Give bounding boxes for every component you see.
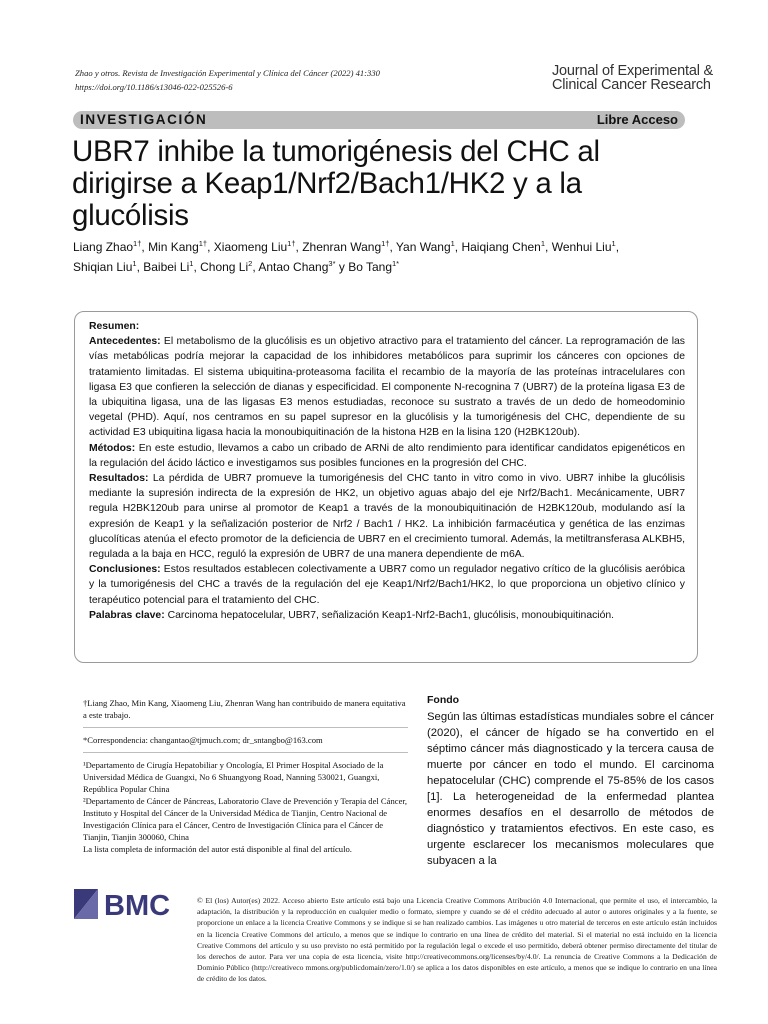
footnote-divider [83,752,408,753]
journal-name-line2: Clinical Cancer Research [552,77,711,93]
journal-name [552,64,742,92]
author-name[interactable]: Wenhui Liu [551,240,612,254]
abstract-conclusions-text: Estos resultados establecen colectivamente a UBR7 como un regulador negativo crítico de la glucólisis aeróbica y la tumorigénesis del CHC a través de la regulación del eje Keap1/Nrf2/Bach1/HK2, lo que proporciona un objetivo clínico y terapéutico potencial para el tratamiento del CHC. [89,564,685,606]
author-affiliation-mark: 1 [189,258,194,268]
abstract-methods-text: En este estudio, llevamos a cabo un cribado de ARNi de alto rendimiento para identificar candidatos epigenéticos en la regulación del ácido láctico e investigamos sus posibles funciones en la progresión del CHC. [89,442,685,469]
author-name[interactable]: Xiaomeng Liu [213,240,288,254]
abstract-methods-label: Métodos: [89,442,136,454]
bmc-logo-text: BMC [104,890,171,919]
section-label: INVESTIGACIÓN [80,112,208,127]
footnote-divider [83,727,408,728]
author-list: Liang Zhao$^{1\dagger}$, Min Kang$^{1\dagger}$, Xiaomeng Liu$^{1\dagger}$, Zhenran Wang$^{1\dagger}$, Yan Wang$^1$, Haiqiang Chen$^1$, Wenhui Liu$^1$, Shiqian Liu$^1$, Baibei Li$^1$, Chong Li$^2$, Antao Chang$^{3*}$ y Bo Tang$^{1*}$ [73,239,620,274]
journal-name-line1: Journal of Experimental & [552,63,714,79]
citation-text: Zhao y otros. Revista de Investigación Experimental y Clínica del Cáncer (2022) 41:330 [75,68,380,78]
background-heading: Fondo [427,694,460,706]
abstract-background [89,334,685,440]
author-affiliation-mark: 1† [198,239,208,248]
abstract-methods [89,441,685,471]
author-affiliation-mark: 1 [132,258,137,268]
footnote-affiliation-2: ²Departamento de Cáncer de Páncreas, Laboratorio Clave de Prevención y Terapia del Cáncer, Instituto y Hospital del Cáncer de la Universidad Médica de Tianjin, Centro Nacional de Investigación Clínica para el Cáncer, Centro de Investigación Clínica para el Cáncer de Tianjin, Tianjin 300060, China [83,796,408,842]
author-affiliation-mark: 2 [248,258,253,268]
abstract-keywords [89,608,685,623]
author-name[interactable]: Antao Chang [258,259,329,274]
author-name[interactable]: Min Kang [148,240,199,254]
abstract-keywords-text: Carcinoma hepatocelular, UBR7, señalización Keap1-Nrf2-Bach1, glucólisis, monoubiquitinación. [167,609,615,621]
abstract-heading: Resumen: [89,321,140,332]
author-affiliation-mark: 1† [287,239,296,248]
author-affiliation-mark: 1 [611,239,616,248]
author-name[interactable]: Chong Li [200,259,249,274]
author-name[interactable]: Liang Zhao [73,240,134,254]
footnote-affiliation-1: ¹Departamento de Cirugía Hepatobiliar y Oncología, El Primer Hospital Asociado de la Universidad Médica de Guangxi, No 6 Shuangyong Road, Nanning 530021, Guangxi, República Popular China [83,760,384,794]
author-affiliation-mark: 3* [328,258,336,268]
author-affiliation-mark: 1 [450,239,455,248]
author-name[interactable]: Yan Wang [395,240,451,254]
author-affiliation-mark: 1† [381,239,390,248]
footnote-affiliation-more: La lista completa de información del autor está disponible al final del artículo. [83,844,352,854]
open-access-label: Libre Acceso [596,112,678,127]
abstract-results-label: Resultados: [89,473,149,485]
license-text: © El (los) Autor(es) 2022. Acceso abierto Este artículo está bajo una Licencia Creative Commons Atribución 4.0 Internacional, que permite el uso, el intercambio, la adaptación, la distribución y la reproducción en cualquier medio o formato, siempre y cuando se dé el crédito adecuado al autor o autores originales y a la fuente, se proporcione un enlace a la licencia Creative Commons y se indique si se han realizado cambios. Las imágenes u otro material de terceros en este artículo están incluidos en la licencia Creative Commons del artículo, a menos que se indique lo contrario en una línea de crédito del material. Si el material no está incluido en la licencia Creative Commons del artículo y su uso previsto no está permitido por la regulación legal o excede el uso permitido, deberá obtener permiso directamente del titular de los derechos de autor. Para ver una copia de esta licencia, visite http://creativecommons.org/licenses/by/4.0/. La renuncia de Creative Commons a la Dedicación de Dominio Público (http://creativeco mmons.org/publicdomain/zero/1.0/) se aplica a los datos disponibles en este artículo, a menos que se indique lo contrario en una línea de crédito de los datos. [197,896,717,984]
article-title: UBR7 inhibe la tumorigénesis del CHC al dirigirse a Keap1/Nrf2/Bach1/HK2 y a la glucólisis [72,135,600,232]
footnote-correspondence: *Correspondencia: changantao@tjmuch.com; dr_sntangbo@163.com [83,735,323,745]
author-conjunction: y [338,259,345,274]
abstract-background-label: Antecedentes: [89,336,161,348]
author-name[interactable]: Shiqian Liu [73,259,133,274]
author-name[interactable]: Bo Tang [348,259,393,274]
citation-block [75,66,535,94]
abstract-keywords-label: Palabras clave: [89,609,165,621]
footnote-equal-contribution: †Liang Zhao, Min Kang, Xiaomeng Liu, Zhenran Wang han contribuido de manera equitativa a este trabajo. [83,698,406,720]
author-name[interactable]: Haiqiang Chen [461,240,541,254]
abstract-conclusions-label: Conclusiones: [89,564,161,576]
background-text: Según las últimas estadísticas mundiales sobre el cáncer (2020), el cáncer de hígado se ha convertido en el séptimo cáncer más diagnosticado y la tercera causa de muerte por cáncer en todo el mundo. El carcinoma hepatocelular (CHC) comprende el 75-85% de los casos [1]. La heterogeneidad de la enfermedad plantea enormes desafíos en el desarrollo de métodos de diagnóstico y tratamientos efectivos. En este caso, es urgente esclarecer los mecanismos moleculares que subyacen a la [427,711,714,867]
author-affiliation-mark: 1† [133,239,142,248]
abstract-box [74,311,698,663]
bmc-logo [74,889,174,919]
author-affiliation-mark: 1 [540,239,546,248]
author-name[interactable]: Baibei Li [143,259,190,274]
author-affiliation-mark: 1* [392,258,400,268]
author-name[interactable]: Zhenran Wang [302,240,382,254]
footnotes [83,697,408,855]
abstract-results [89,471,685,562]
doi-link[interactable]: https://doi.org/10.1186/s13046-022-02552​6-6 [75,82,233,92]
abstract-results-text: La pérdida de UBR7 promueve la tumorigénesis del CHC tanto in vitro como in vivo. UBR7 inhibe la glucólisis mediante la supresión indirecta de la expresión de HK2, un objetivo aguas abajo del eje Nrf2/Bach1. Mecánicamente, UBR7 regula H2BK120ub para unirse al promotor de Keap1 a través de la monoubiquitinación de H2BK120ub, modulando así la expresión de Keap1 y la señalización posterior de Nrf2 / Bach1 / HK2. La inhibición farmacéutica y genética de las enzimas glucolíticas atenúa el efecto promotor de la deficiencia de UBR7 en el crecimiento tumoral. Además, la metiltransferasa ALKBH5, regulada a la baja en HCC, reguló la expresión de UBR7 de una manera dependiente de m6A. [89,473,685,561]
abstract-background-text: El metabolismo de la glucólisis es un objetivo atractivo para el tratamiento del cáncer. La reprogramación de las vías metabólicas podría mejorar la capacidad de los inhibidores metabólicos para suprimir los cánceres con opciones de tratamiento limitadas. El sistema ubiquitina-proteasoma facilita el recambio de la mayoría de las proteínas intracelulares con ligasa E3 que confieren la selección de dianas y especificidad. El componente N-recognina 7 (UBR7) de la proteína ligasa E3 de la ubiquitina ligasa, una de las ligasas E3 menos estudiadas, reconoce su sustrato a través de un dedo de homeodominio vegetal (PHD). Aquí, nos centramos en su papel supresor en la glucólisis y la tumorigénesis del CHC, dependiente de su actividad E3 ubiquitina ligasa hacia la monoubiquitinación de la histona H2B en la lisina 120 (H2BK120ub). [89,336,685,439]
abstract-conclusions [89,562,685,608]
